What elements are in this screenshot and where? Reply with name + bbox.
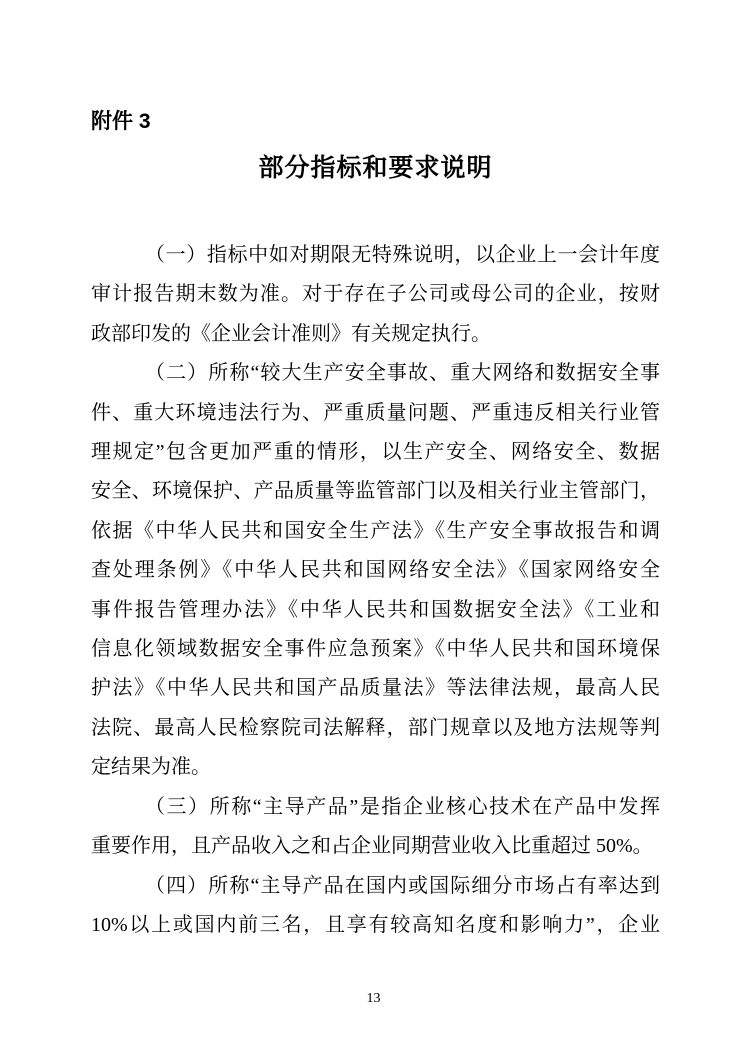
text-line: 信息化领域数据安全事件应急预案》《中华人民共和国环境保 <box>91 638 660 661</box>
text-line: 依据《中华人民共和国安全生产法》《生产安全事故报告和调 <box>91 519 660 542</box>
attachment-label: 附件 3 <box>91 110 151 133</box>
text-line: 护法》《中华人民共和国产品质量法》等法律法规，最高人民 <box>91 677 660 700</box>
paragraph-2 <box>91 354 660 787</box>
text-line: 政部印发的《企业会计准则》有关规定执行。 <box>91 322 491 345</box>
text-line: 件、重大环境违法行为、严重质量问题、严重违反相关行业管 <box>91 401 660 424</box>
text-line: 安全、环境保护、产品质量等监管部门以及相关行业主管部门， <box>91 480 660 503</box>
paragraph-4 <box>91 867 660 946</box>
text-line: 理规定”包含更加严重的情形，以生产安全、网络安全、数据 <box>91 441 660 464</box>
document-title: 部分指标和要求说明 <box>258 154 493 182</box>
text-line: 审计报告期末数为准。对于存在子公司或母公司的企业，按财 <box>91 283 660 306</box>
text-line: 10%以上或国内前三名，且享有较高知名度和影响力”，企业 <box>91 913 660 936</box>
text-line: （四）所称“主导产品在国内或国际细分市场占有率达到 <box>145 874 660 897</box>
text-line: 法院、最高人民检察院司法解释，部门规章以及地方法规等判 <box>91 716 660 739</box>
text-line: 定结果为准。 <box>91 756 211 779</box>
paragraph-1 <box>91 236 660 354</box>
document-body <box>91 236 660 945</box>
text-line: （一）指标中如对期限无特殊说明，以企业上一会计年度 <box>145 244 660 266</box>
page-number: 13 <box>366 991 381 1006</box>
text-line: 事件报告管理办法》《中华人民共和国数据安全法》《工业和 <box>91 598 660 621</box>
text-line: （三）所称“主导产品”是指企业核心技术在产品中发挥 <box>145 795 660 818</box>
text-line: 重要作用，且产品收入之和占企业同期营业收入比重超过 50%。 <box>91 835 653 858</box>
text-line: （二）所称“较大生产安全事故、重大网络和数据安全事 <box>145 362 660 385</box>
text-line: 查处理条例》《中华人民共和国网络安全法》《国家网络安全 <box>91 559 660 582</box>
paragraph-3 <box>91 788 660 867</box>
